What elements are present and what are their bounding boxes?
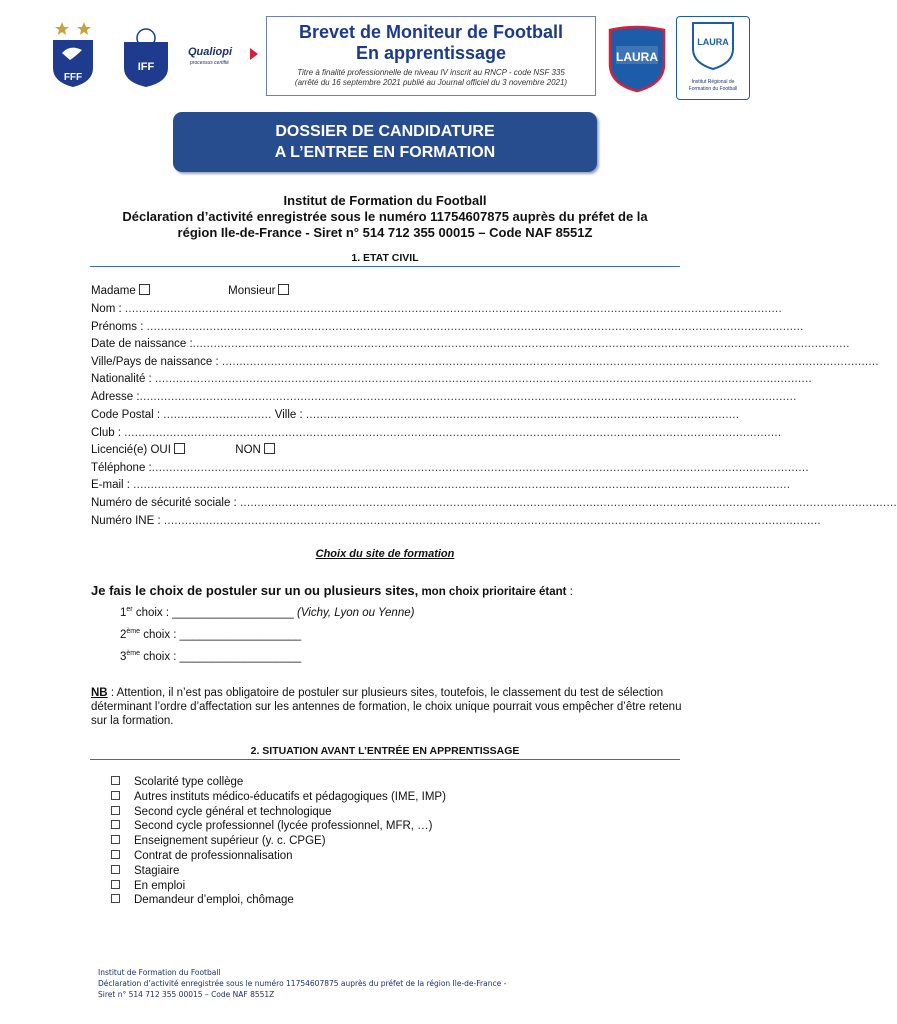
choix-intro-colon: : (566, 586, 573, 598)
situation-item[interactable] (111, 849, 446, 864)
nb-text: : Attention, il n’est pas obligatoire de postuler sur plusieurs sites, toutefois, le classement du test de sélection déterminant l’ordre d’affectation sur les antennes de formation, le choix unique pourrait vous empêcher d’être retenu sur la formation. (91, 687, 682, 727)
nationalite-field[interactable]: Nationalité : ............................................................................................................................................................................................ (91, 373, 813, 385)
title-line1: Brevet de Moniteur de Football (298, 22, 564, 42)
ine-label: Numéro INE : (91, 515, 164, 527)
title-subtitle-line2: (arrêté du 16 septembre 2021 publié au Journal officiel du 3 novembre 2021) (294, 78, 568, 87)
choix1-blank[interactable]: ___________________ (172, 606, 294, 619)
choix2-row[interactable] (120, 628, 301, 641)
adresse-field[interactable]: Adresse :............................................................................................................................................................................................ (91, 391, 797, 403)
nom-field[interactable]: Nom : ............................................................................................................................................................................................ (91, 303, 782, 315)
civility-row (91, 284, 681, 298)
banner-line1: DOSSIER DE CANDIDATURE (275, 123, 495, 140)
choix3-row[interactable] (120, 650, 301, 663)
prenoms-label: Prénoms : (91, 321, 147, 333)
date-naissance-label: Date de naissance : (91, 338, 193, 350)
choix-intro (91, 583, 573, 598)
footer-line3: Siret n° 514 712 355 00015 – Code NAF 8551Z (98, 990, 275, 999)
lieu-naissance-field[interactable]: Ville/Pays de naissance : ............................................................................................................................................................................................ (91, 356, 879, 368)
secu-field[interactable]: Numéro de sécurité sociale : ............................................................................................................................................................................................ (91, 497, 897, 509)
laura-logo-text: LAURA (616, 50, 658, 64)
choix2-num: 2 (120, 628, 127, 641)
choix-intro-priority: mon choix prioritaire étant (418, 586, 567, 598)
choix-intro-main: Je fais le choix de postuler sur un ou plusieurs sites, (91, 583, 419, 598)
situation-checkbox[interactable] (111, 894, 120, 903)
licencie-label: Licencié(e) OUI (91, 444, 171, 456)
page-footer (98, 967, 506, 1000)
choix3-sup: ème (126, 650, 141, 657)
situation-item[interactable] (111, 879, 446, 894)
licencie-non-checkbox[interactable] (264, 443, 275, 454)
institute-line2: Déclaration d’activité enregistrée sous le numéro 11754607875 auprès du préfet de la (122, 209, 648, 224)
situation-item[interactable] (111, 834, 446, 849)
situation-checkbox[interactable] (111, 776, 120, 785)
lieu-naissance-label: Ville/Pays de naissance : (91, 356, 222, 368)
situation-checkbox[interactable] (111, 880, 120, 889)
club-field[interactable]: Club : ............................................................................................................................................................................................ (91, 427, 782, 439)
code-postal-ville-row[interactable]: Code Postal : ............................... Ville : ............................................................................................................................ (91, 409, 740, 421)
situation-label: Autres instituts médico-éducatifs et pédagogiques (IME, IMP) (134, 790, 446, 803)
section1-rule (90, 266, 680, 267)
madame-label: Madame (91, 285, 136, 297)
club-label: Club : (91, 427, 125, 439)
footer-line2: Déclaration d’activité enregistrée sous le numéro 11754607875 auprès du préfet de la région Ile-de-France - (98, 979, 507, 988)
situation-label: En emploi (134, 879, 186, 892)
situation-checkbox[interactable] (111, 835, 120, 844)
choix1-row[interactable] (120, 606, 414, 619)
choix1-num: 1 (120, 606, 127, 619)
title-line2: En apprentissage (355, 43, 507, 63)
section1-title: 1. ETAT CIVIL (351, 252, 419, 264)
choix3-label: choix : (140, 650, 180, 663)
choix3-blank[interactable]: ___________________ (179, 650, 302, 663)
situation-item[interactable] (111, 893, 446, 908)
institute-line3: région Ile-de-France - Siret n° 514 712 355 00015 – Code NAF 8551Z (177, 225, 593, 240)
telephone-field[interactable]: Téléphone :............................................................................................................................................................................................ (91, 462, 809, 474)
situation-item[interactable] (111, 864, 446, 879)
situation-label: Demandeur d’emploi, chômage (134, 894, 294, 907)
section2-title: 2. SITUATION AVANT L’ENTRÉE EN APPRENTISSAGE (250, 745, 520, 757)
situation-checkbox[interactable] (111, 820, 120, 829)
code-postal-label: Code Postal : (91, 409, 164, 421)
situation-label: Scolarité type collège (134, 776, 244, 788)
choix2-blank[interactable]: ___________________ (179, 628, 302, 641)
situation-label: Stagiaire (134, 864, 180, 877)
situation-item[interactable] (111, 775, 446, 790)
institute-block (80, 193, 690, 241)
choix1-sup: er (126, 606, 133, 613)
situation-item[interactable] (111, 819, 446, 834)
date-naissance-field[interactable]: Date de naissance :............................................................................................................................................................................................ (91, 338, 850, 350)
qualiopi-text: Qualiopi (188, 46, 232, 58)
situation-label: Enseignement supérieur (y. c. CPGE) (134, 835, 326, 848)
footer-line1: Institut de Formation du Football (98, 968, 221, 977)
qualiopi-subtext: processus certifié (190, 60, 229, 66)
nb-paragraph (91, 686, 687, 728)
secu-label: Numéro de sécurité sociale : (91, 497, 240, 509)
choix1-label: choix : (132, 606, 173, 619)
non-label: NON (235, 444, 261, 456)
iff-logo (120, 26, 172, 88)
situation-checkbox[interactable] (111, 791, 120, 800)
choix-title: Choix du site de formation (315, 548, 455, 560)
iff-logo-text: IFF (137, 61, 155, 73)
title-box (266, 16, 596, 96)
licencie-row (91, 443, 681, 457)
laura-logo (606, 24, 668, 92)
licencie-oui-checkbox[interactable] (174, 443, 185, 454)
section2-rule (90, 759, 680, 760)
situation-label: Contrat de professionnalisation (134, 849, 293, 862)
qualiopi-logo (188, 44, 260, 72)
choix3-num: 3 (120, 650, 127, 663)
situation-checkbox[interactable] (111, 865, 120, 874)
situation-checkbox[interactable] (111, 850, 120, 859)
situation-item[interactable] (111, 790, 446, 805)
title-subtitle-line1: Titre à finalité professionnelle de niveau IV inscrit au RNCP - code NSF 335 (297, 68, 565, 77)
adresse-label: Adresse : (91, 391, 140, 403)
prenoms-field[interactable]: Prénoms : ............................................................................................................................................................................................ (91, 321, 804, 333)
madame-checkbox[interactable] (139, 284, 150, 295)
choix2-sup: ème (126, 628, 141, 635)
nationalite-label: Nationalité : (91, 373, 155, 385)
monsieur-label: Monsieur (228, 285, 276, 297)
situation-list (111, 775, 446, 908)
email-field[interactable]: E-mail : ............................................................................................................................................................................................ (91, 479, 791, 491)
choix-sites-hint: (Vichy, Lyon ou Yenne) (297, 606, 415, 619)
qualiopi-arrow-icon (250, 48, 258, 60)
ville-label: Ville : (271, 409, 306, 421)
laura2-caption: Institut Régional de Formation du Football (688, 79, 738, 92)
banner-line2: A L’ENTREE EN FORMATION (274, 144, 496, 161)
institute-line1: Institut de Formation du Football (283, 193, 487, 208)
situation-checkbox[interactable] (111, 806, 120, 815)
situation-label: Second cycle professionnel (lycée professionnel, MFR, …) (134, 820, 433, 833)
situation-item[interactable] (111, 805, 446, 820)
laura-institute-logo (676, 16, 750, 100)
fff-logo (48, 20, 98, 88)
telephone-label: Téléphone : (91, 462, 152, 474)
ine-field[interactable]: Numéro INE : ............................................................................................................................................................................................ (91, 515, 821, 527)
fff-logo-text: FFF (63, 72, 83, 83)
nb-label: NB (91, 687, 108, 699)
dossier-banner (173, 112, 597, 172)
email-label: E-mail : (91, 479, 134, 491)
situation-label: Second cycle général et technologique (134, 805, 332, 818)
choix2-label: choix : (140, 628, 180, 641)
monsieur-checkbox[interactable] (278, 284, 289, 295)
nom-label: Nom : (91, 303, 125, 315)
laura2-logo-text: LAURA (697, 37, 729, 47)
